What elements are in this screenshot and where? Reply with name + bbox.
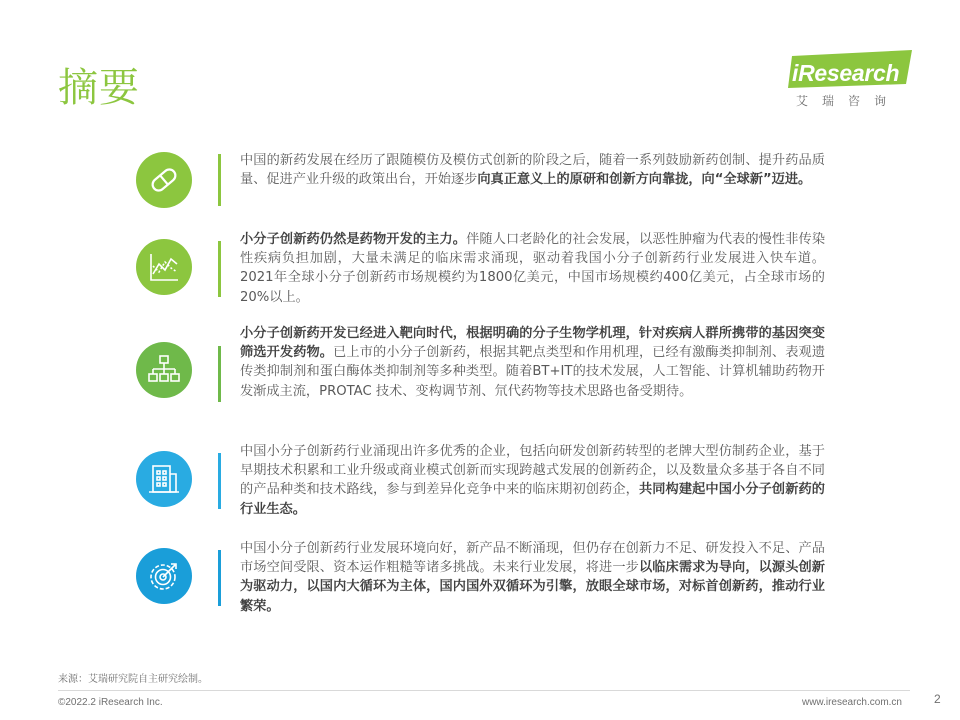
page-number: 2	[934, 692, 941, 706]
accent-bar	[218, 154, 221, 206]
text-segment-bold: 向真正意义上的原研和创新方向靠拢，向“全球新”迈进。	[477, 172, 812, 188]
text-segment-bold: 以临床需求为导向，以源头创新为驱动力，以国内大循环为主体，国内国外双循环为引擎，放眼全球市场，对标首创新药，推动行业繁荣。	[240, 560, 825, 614]
line-chart-icon	[136, 239, 192, 295]
summary-item-1	[130, 148, 830, 218]
summary-text-1	[240, 151, 825, 189]
summary-item-2	[130, 229, 830, 311]
summary-item-3	[130, 324, 830, 426]
text-segment-bold: 小分子创新药仍然是药物开发的主力。	[240, 232, 467, 247]
summary-text-3	[240, 324, 825, 401]
summary-item-4	[130, 441, 830, 523]
text-segment-bold: 共同构建起中国小分子创新药的行业生态。	[240, 482, 825, 517]
accent-bar	[218, 453, 221, 509]
website-link[interactable]: www.iresearch.com.cn	[801, 697, 902, 708]
summary-item-5	[130, 538, 830, 620]
text-segment: 伴随人口老龄化的社会发展，以恶性肿瘤为代表的慢性非传染性疾病负担加剧，大量未满足的临床需求涌现，驱动着我国小分子创新药行业发展进入快车道。2021年全球小分子创新药市场规模约为1800亿美元，中国市场规模约400亿美元，占全球市场的20%以上。	[240, 232, 826, 305]
logo-subtitle: 艾瑞咨询	[796, 94, 901, 108]
accent-bar	[218, 241, 221, 297]
building-icon	[136, 451, 192, 507]
summary-text-5	[240, 539, 825, 616]
copyright-text: ©2022.2 iResearch Inc.	[58, 697, 163, 708]
page-title: 摘要	[58, 65, 140, 111]
text-segment: 中国的新药发展在经历了跟随模仿及模仿式创新的阶段之后，随着一系列鼓励新药创制、提升药品质量、促进产业升级的政策出台，开始逐步	[240, 153, 825, 188]
logo-wordmark: iResearch	[792, 60, 900, 86]
capsule-icon	[136, 152, 192, 208]
accent-bar	[218, 550, 221, 606]
text-segment-bold: 小分子创新药开发已经进入靶向时代，根据明确的分子生物学机理，针对疾病人群所携带的基因突变筛选开发药物。	[240, 326, 825, 361]
text-segment: 中国小分子创新药行业发展环境向好，新产品不断涌现，但仍存在创新力不足、研发投入不足、产品市场空间受限、资本运作粗糙等诸多挑战。未来行业发展，将进一步	[240, 541, 825, 576]
source-note: 来源：艾瑞研究院自主研究绘制。	[58, 674, 208, 685]
iresearch-logo	[770, 46, 920, 116]
footer-divider	[58, 690, 910, 691]
text-segment: 已上市的小分子创新药，根据其靶点类型和作用机理，已经有激酶类抑制剂、表观遗传类抑制剂和蛋白酶体类抑制剂等多种类型。随着BT+IT的技术发展，人工智能、计算机辅助药物开发渐成主流，PROTAC 技术、变构调节剂、氘代药物等技术思路也备受期待。	[240, 345, 826, 399]
summary-text-4	[240, 442, 825, 519]
text-segment: 中国小分子创新药行业涌现出许多优秀的企业，包括向研发创新药转型的老牌大型仿制药企业，基于早期技术积累和工业升级或商业模式创新而实现跨越式发展的创新药企，以及数量众多基于各自不同的产品种类和技术路线，参与到差异化竞争中来的临床期初创药企，	[240, 444, 825, 498]
org-chart-icon	[136, 342, 192, 398]
target-icon	[136, 548, 192, 604]
accent-bar	[218, 346, 221, 402]
summary-text-2	[240, 230, 825, 307]
